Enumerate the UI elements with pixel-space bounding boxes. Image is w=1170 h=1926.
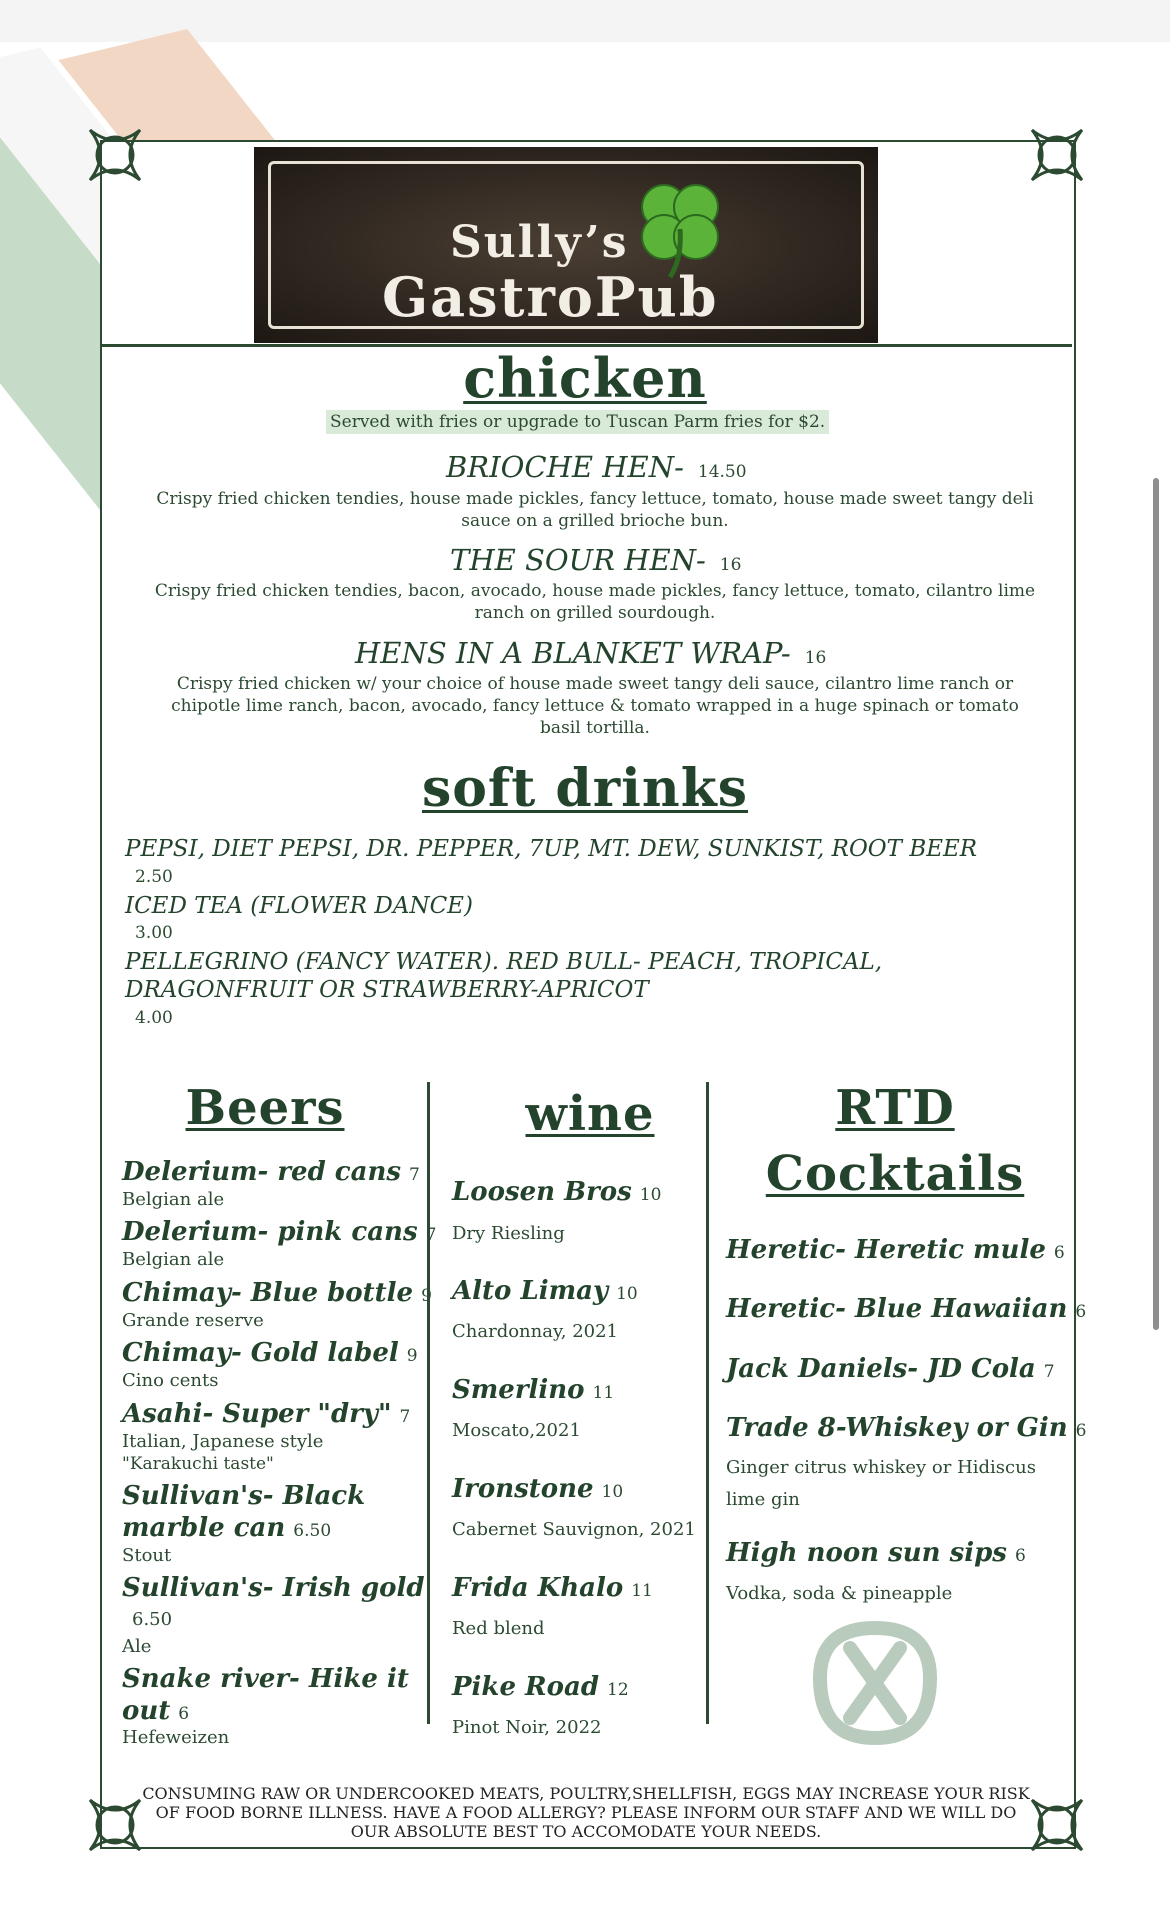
section-title-chicken: chicken	[463, 346, 707, 410]
beer-name: Sullivan's- Irish gold	[122, 1573, 425, 1603]
vertical-scrollbar[interactable]	[1153, 478, 1159, 1330]
menu-item-name: BRIOCHE HEN- 14.50	[446, 450, 747, 484]
column-divider	[706, 1082, 709, 1724]
beer-name: out 6	[122, 1696, 190, 1726]
beer-price: 6	[178, 1704, 190, 1724]
menu-item-price: 16	[719, 555, 742, 575]
beer-style: Grande reserve	[122, 1310, 264, 1331]
beer-style: Cino cents	[122, 1370, 219, 1391]
cocktail-price: 6	[1014, 1546, 1026, 1566]
menu-item-desc: Crispy fried chicken tendies, house made pickles, fancy lettuce, tomato, house made sweet tangy deli sauce on a grilled brioche bun.	[156, 489, 1034, 531]
beer-style: Italian, Japanese style	[122, 1431, 324, 1452]
drink-price: 4.00	[135, 1008, 173, 1028]
beer-price: 6.50	[132, 1609, 173, 1630]
drink-name: DRAGONFRUIT OR STRAWBERRY-APRICOT	[125, 977, 649, 1003]
beer-name: Sullivan's- Black	[122, 1481, 366, 1511]
beer-style: "Karakuchi taste"	[122, 1454, 274, 1474]
wine-varietal: Moscato,2021	[452, 1420, 581, 1441]
section-title-beers: Beers	[185, 1080, 345, 1136]
wine-price: 12	[607, 1680, 629, 1700]
section-title-cocktails: RTD	[835, 1080, 955, 1136]
cocktail-name: High noon sun sips 6	[726, 1538, 1026, 1568]
cocktail-desc: lime gin	[726, 1489, 800, 1510]
wine-name: Pike Road 12	[452, 1672, 629, 1702]
section-title-wine: wine	[525, 1086, 655, 1142]
cocktail-name: Heretic- Heretic mule 6	[726, 1235, 1065, 1265]
cocktail-name: Heretic- Blue Hawaiian 6	[726, 1294, 1087, 1324]
wine-name: Alto Limay 10	[452, 1276, 638, 1306]
beer-style: Stout	[122, 1545, 172, 1566]
pub-logo	[254, 147, 878, 343]
beer-style: Belgian ale	[122, 1249, 225, 1270]
beer-name: Chimay- Gold label 9	[122, 1338, 418, 1368]
column-divider	[427, 1082, 430, 1724]
menu-item-price: 14.50	[697, 462, 747, 482]
cocktail-price: 6	[1053, 1243, 1065, 1263]
beer-price: 6.50	[293, 1521, 332, 1541]
beer-style: Hefeweizen	[122, 1727, 230, 1748]
celtic-knot-icon	[790, 1608, 960, 1758]
celtic-knot-corner-icon	[1022, 1790, 1092, 1860]
wine-varietal: Dry Riesling	[452, 1223, 565, 1244]
drink-price: 3.00	[135, 923, 173, 943]
menu-item-desc: Crispy fried chicken tendies, bacon, avocado, house made pickles, fancy lettuce, tomato, cilantro lime ranch on grilled sourdough.	[154, 581, 1036, 623]
beer-price: 7	[425, 1225, 437, 1245]
beer-name: marble can 6.50	[122, 1513, 332, 1543]
wine-varietal: Red blend	[452, 1618, 545, 1639]
cocktail-price: 7	[1043, 1362, 1055, 1382]
cocktail-name: Trade 8-Whiskey or Gin 6	[726, 1413, 1087, 1443]
wine-price: 10	[639, 1185, 662, 1205]
beer-price: 7	[409, 1165, 420, 1185]
wine-name: Frida Khalo 11	[452, 1573, 653, 1603]
upgrade-note: Served with fries or upgrade to Tuscan Parm fries for $2.	[326, 410, 829, 434]
wine-name: Loosen Bros 10	[452, 1177, 662, 1207]
cocktail-desc: Vodka, soda & pineapple	[726, 1583, 953, 1604]
wine-varietal: Pinot Noir, 2022	[452, 1717, 602, 1738]
drink-name: ICED TEA (FLOWER DANCE)	[125, 893, 473, 919]
logo-line1: Sully’s	[450, 217, 629, 268]
wine-varietal: Cabernet Sauvignon, 2021	[452, 1519, 696, 1540]
celtic-knot-corner-icon	[1022, 120, 1092, 190]
logo-line2: GastroPub	[382, 265, 719, 329]
cocktail-desc: Ginger citrus whiskey or Hidiscus	[726, 1457, 1036, 1478]
wine-name: Ironstone 10	[452, 1474, 624, 1504]
menu-item-name: THE SOUR HEN- 16	[450, 543, 742, 577]
beer-name: Delerium- pink cans 7	[122, 1217, 437, 1247]
wine-varietal: Chardonnay, 2021	[452, 1321, 619, 1342]
wine-price: 10	[616, 1284, 638, 1304]
beer-name: Asahi- Super "dry" 7	[122, 1399, 411, 1429]
wine-price: 10	[601, 1482, 624, 1502]
beer-name: Snake river- Hike it	[122, 1664, 409, 1694]
beer-style: Belgian ale	[122, 1189, 225, 1210]
celtic-knot-corner-icon	[80, 120, 150, 190]
beer-price: 7	[399, 1407, 411, 1427]
cocktail-price: 6	[1075, 1421, 1087, 1441]
menu-item-name: HENS IN A BLANKET WRAP- 16	[355, 636, 827, 670]
wine-name: Smerlino 11	[452, 1375, 615, 1405]
section-title-cocktails: Cocktails	[765, 1146, 1025, 1202]
beer-style: Ale	[122, 1636, 152, 1657]
menu-item-desc: Crispy fried chicken w/ your choice of house made sweet tangy deli sauce, cilantro lime ranch or chipotle lime ranch, bacon, avocado, fancy lettuce & tomato wrapped in a huge spinach or tomato basil tortilla.	[171, 674, 1019, 738]
beer-price: 9	[406, 1346, 418, 1366]
drink-name: PEPSI, DIET PEPSI, DR. PEPPER, 7UP, MT. DEW, SUNKIST, ROOT BEER	[125, 836, 978, 862]
wine-price: 11	[631, 1581, 653, 1601]
allergy-disclaimer: CONSUMING RAW OR UNDERCOOKED MEATS, POULTRY,SHELLFISH, EGGS MAY INCREASE YOUR RISK OF FOOD BORNE ILLNESS. HAVE A FOOD ALLERGY? PLEASE INFORM OUR STAFF AND WE WILL DO OUR ABSOLUTE BEST TO ACCOMODATE YOUR NEEDS.	[142, 1784, 1030, 1841]
section-title-soft-drinks: soft drinks	[421, 758, 749, 819]
cocktail-price: 6	[1075, 1302, 1087, 1322]
wine-price: 11	[592, 1383, 615, 1403]
drink-price: 2.50	[135, 867, 173, 887]
beer-name: Chimay- Blue bottle 9	[122, 1278, 432, 1308]
menu-item-price: 16	[804, 648, 827, 668]
beer-name: Delerium- red cans 7	[122, 1157, 420, 1187]
drink-name: PELLEGRINO (FANCY WATER). RED BULL- PEACH, TROPICAL,	[125, 949, 883, 975]
shamrock-icon	[624, 169, 734, 279]
cocktail-name: Jack Daniels- JD Cola 7	[726, 1354, 1055, 1384]
beer-price: 9	[421, 1286, 432, 1306]
